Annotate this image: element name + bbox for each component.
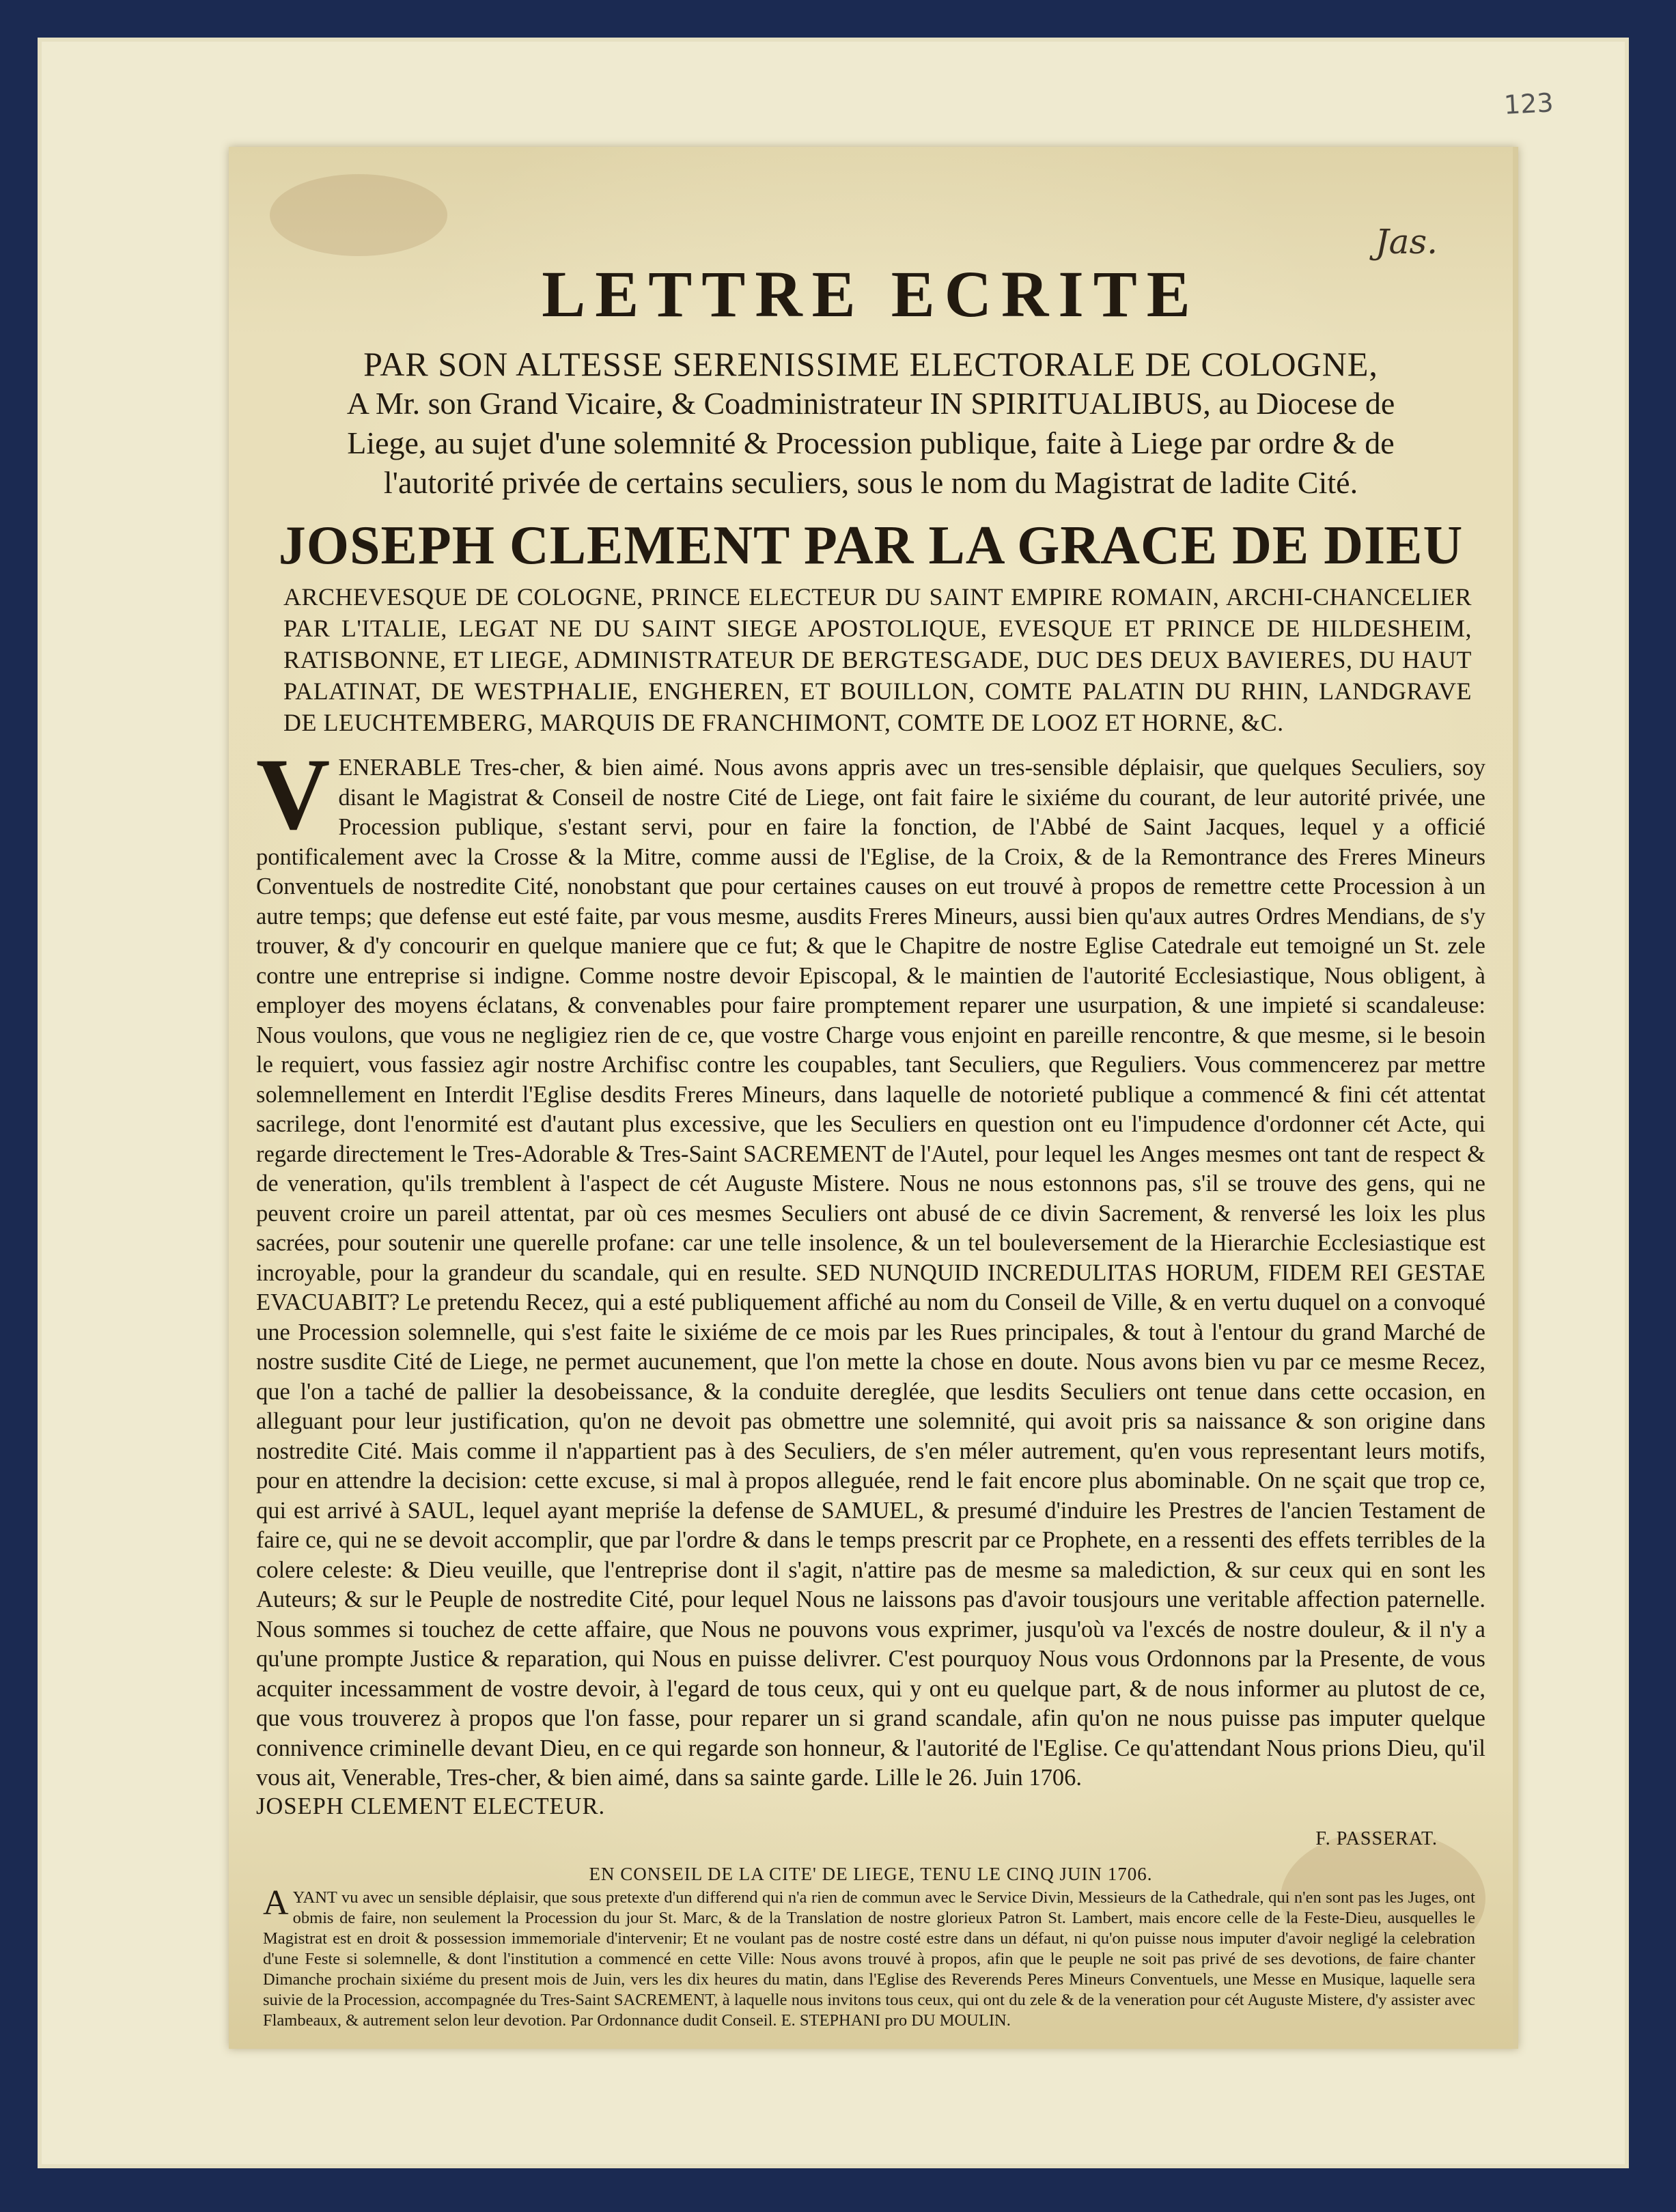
archive-number: 123: [1503, 87, 1555, 120]
drop-cap: V: [256, 738, 331, 851]
council-heading: EN CONSEIL DE LA CITE' DE LIEGE, TENU LE CINQ JUIN 1706.: [589, 1863, 1153, 1884]
signature: JOSEPH CLEMENT ELECTEUR.: [256, 1793, 606, 1819]
paper-stain: [270, 174, 447, 256]
document-content: [256, 256, 1485, 2031]
archive-mount: [38, 38, 1629, 2168]
subtitle-text: A Mr. son Grand Vicaire, & Coadministrateur IN SPIRITUALIBUS, au Diocese de Liege, au sujet d'une solemnité & Procession publique, faite à Liege par ordre & de l'autorité privée de certains seculiers, sous le nom du Magistrat de ladite Cité.: [346, 386, 1395, 500]
document-sheet: [229, 147, 1518, 2049]
letter-date: Lille le 26. Juin 1706.: [875, 1765, 1083, 1791]
council-text: YANT vu avec un sensible déplaisir, que sous pretexte d'un differend qui n'a rien de commun avec le Service Divin, Messieurs de la Cathedrale, qui n'en sont pas les Juges, ont obmis de faire, non seulement la Procession du jour St. Marc, & de la Translation de nostre glorieux Patron St. Lambert, mais encore celle de la Feste-Dieu, ausquelles le Magistrat est en droit & possession immemoriale d'intervenir; Et ne voulant pas de nostre costé estre dans un défaut, ni qu'on puisse nous imputer d'avoir negligé la celebration d'une Feste si solemnelle, & dont l'institution a commencé en cette Ville: Nous avons trouvé à propos, afin que le peuple ne soit pas privé de ses devotions, de faire chanter Dimanche prochain sixiéme du present mois de Juin, vers les dix heures du matin, dans l'Eglise des Reverends Peres Mineurs Conventuels, une Messe en Musique, laquelle sera suivie de la Procession, accompagnée du Tres-Saint SACREMENT, à laquelle nous invitons tous ceux, qui ont du zele & de la veneration pour cét Auguste Mistere, d'y assister avec Flambeaux, & autrement selon leur devotion. Par Ordonnance dudit Conseil. E. STEPHANI pro DU MOULIN.: [263, 1888, 1475, 2030]
sender-titles: ARCHEVESQUE DE COLOGNE, PRINCE ELECTEUR DU SAINT EMPIRE ROMAIN, ARCHI-CHANCELIER PAR L'ITALIE, LEGAT NE DU SAINT SIEGE APOSTOLIQUE, EVESQUE ET PRINCE DE HILDESHEIM, RATISBONNE, ET LIEGE, ADMINISTRATEUR DE BERGTESGADE, DUC DES DEUX BAVIERES, DU HAUT PALATINAT, DE WESTPHALIE, ENGHEREN, ET BOUILLON, COMTE PALATIN DU RHIN, LANDGRAVE DE LEUCHTEMBERG, MARQUIS DE FRANCHIMONT, COMTE DE LOOZ ET HORNE, &C.: [283, 583, 1472, 736]
letter-text: ENERABLE Tres-cher, & bien aimé. Nous avons appris avec un tres-sensible déplaisir, que quelques Seculiers, soy disant le Magistrat & Conseil de nostre Cité de Liege, ont fait faire le sixiéme du courant, de leur autorité privée, une Procession publique, s'estant servi, pour en faire la fonction, de l'Abbé de Saint Jacques, lequel y a officié pontificalement avec la Crosse & la Mitre, comme aussi de l'Eglise, de la Croix, & de la Remontrance des Freres Mineurs Conventuels de nostredite Cité, nonobstant que pour certaines causes on eut trouvé à propos de remettre cette Procession à un autre temps; que defense eut esté faite, par vous mesme, ausdits Freres Mineurs, aussi bien qu'aux autres Ordres Mendians, de s'y trouver, & d'y concourir en quelque maniere que ce fut; & que le Chapitre de nostre Eglise Catedrale eut temoigné un St. zele contre une entreprise si indigne. Comme nostre devoir Episcopal, & le maintien de l'autorité Ecclesiastique, Nous obligent, à employer des moyens éclatans, & convenables pour faire promptement reparer une usurpation, & une impieté si scandaleuse: Nous voulons, que vous ne negligiez rien de ce, que vostre Charge vous enjoint en pareille rencontre, & que mesme, si le besoin le requiert, vous fassiez agir nostre Archifisc contre les coupables, tant Seculiers, que Reguliers. Vous commencerez par mettre solemnellement en Interdit l'Eglise desdits Freres Mineurs, dans laquelle de notorieté publique a commencé & fini cét attentat sacrilege, dont l'enormité est d'autant plus excessive, que les Seculiers en question ont eu l'impudence d'ordonner cét Acte, qui regarde directement le Tres-Adorable & Tres-Saint SACREMENT de l'Autel, pour lequel les Anges mesmes ont tant de respect & de veneration, qu'ils tremblent à l'aspect de cét Auguste Mistere. Nous ne nous estonnons pas, s'il se trouve des gens, qui ne peuvent croire un pareil attentat, par où ces mesmes Seculiers ont abusé de ce divin Sacrement, & renversé les loix les plus sacrées, pour soutenir une querelle profane: car une telle insolence, & un tel bouleversement de la Hierarchie Ecclesiastique est incroyable, pour la grandeur du scandale, qui en resulte. SED NUNQUID INCREDULITAS HORUM, FIDEM REI GESTAE EVACUABIT? Le pretendu Recez, qui a esté publiquement affiché au nom du Conseil de Ville, & en vertu duquel on a convoqué une Procession solemnelle, qui s'est faite le sixiéme de ce mois par les Rues principales, & tout à l'entour du grand Marché de nostre susdite Cité de Liege, ne permet aucunement, que l'on mette la chose en doute. Nous avons bien vu par ce mesme Recez, que l'on a taché de pallier la desobeissance, & la conduite dereglée, que lesdits Seculiers ont tenue dans cette occasion, en alleguant pour leur justification, qu'on ne devoit pas obmettre une solemnité, qui avoit pris sa naissance & son origine dans nostredite Cité. Mais comme il n'appartient pas à des Seculiers, de s'en méler autrement, qu'en vous representant leurs motifs, pour en attendre la decision: cette excuse, si mal à propos alleguée, rend le fait encore plus abominable. On ne sçait que trop ce, qui est arrivé à SAUL, lequel ayant mepriśe la defense de SAMUEL, & presumé d'induire les Prestres de l'ancien Testament de faire ce, qui ne se devoit accomplir, que par l'ordre & dans le temps prescrit par ce Prophete, en a ressenti des effets terribles de la colere celeste: & Dieu veuille, que l'entreprise dont il s'agit, n'attire pas de mesme sa malediction, & sur ceux qui en sont les Auteurs; & sur le Peuple de nostredite Cité, pour lequel Nous ne laissons pas d'avoir tousjours une veritable affection paternelle. Nous sommes si touchez de cette affaire, que Nous ne pouvons vous exprimer, jusqu'où va l'excés de nostre douleur, & il n'y a qu'une prompte Justice & reparation, qui Nous en puisse delivrer. C'est pourquoy Nous vous Ordonnons par la Presente, de vous acquiter incessamment de vostre devoir, à l'egard de tous ceux, qui y ont eu quelque part, & de nous informer au plutost de ce, que vous trouverez à propos que l'on fasse, pour reparer un si grand scandale, afin qu'on ne nous puisse pas imputer quelque connivence criminelle devant Dieu, en ce qui regarde son honneur, & l'autorité de l'Eglise. Ce qu'attendant Nous prions Dieu, qu'il vous ait, Venerable, Tres-cher, & bien aimé, dans sa sainte garde.: [256, 755, 1485, 1791]
sender-heading: JOSEPH CLEMENT PAR LA GRACE DE DIEU: [278, 516, 1464, 576]
council-drop-cap: A: [263, 1883, 289, 1922]
manuscript-note: Jas.: [1375, 222, 1438, 262]
council-ordinance: [263, 1883, 1475, 2031]
subtitle-line: PAR SON ALTESSE SERENISSIME ELECTORALE DE COLOGNE,: [363, 345, 1378, 383]
letter-body: [256, 738, 1485, 1793]
document-title: LETTRE ECRITE: [542, 257, 1200, 331]
countersignature: F. PASSERAT.: [1315, 1828, 1438, 1849]
